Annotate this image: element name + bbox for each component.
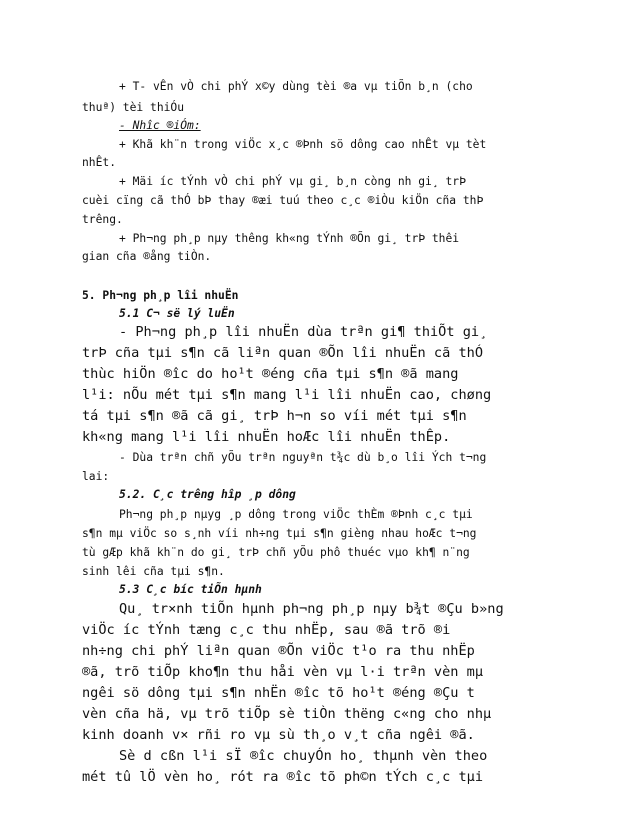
- section-heading: 5. Ph¬ng ph¸p lîi nhuËn: [82, 289, 239, 302]
- text-line: trêng.: [82, 213, 123, 226]
- text-line: ngêi sö dông tµi s¶n nhËn ®îc tõ ho¹t ®éng ®Çu t: [82, 685, 475, 701]
- text-line: l¹i: nÕu mét tµi s¶n mang l¹i lîi nhuËn cao, chøng: [82, 387, 492, 403]
- text-line: s¶n mµ viÖc so s¸nh víi nh÷ng tµi s¶n gièng nhau hoÆc t¬ng: [82, 527, 477, 540]
- text-line: Qu¸ tr×nh tiÕn hµnh ph¬ng ph¸p nµy b¾t ®Çu b»ng: [119, 601, 504, 617]
- text-line: thuª) tèi thiÓu: [82, 101, 185, 114]
- text-line: sinh lêi cña tµi s¶n.: [82, 565, 225, 578]
- text-line: ®ã, trõ tiÕp kho¶n thu håi vèn vµ l·i trªn vèn mµ: [82, 664, 484, 680]
- text-line: nhÊt.: [82, 156, 117, 169]
- text-line: cuèi cïng cã thÓ bÞ thay ®æi tuú theo c¸c ®iÒu kiÖn cña thÞ: [82, 194, 484, 207]
- text-line: vèn cña hä, vµ trõ tiÕp sè tiÒn thëng c«ng cho nhµ: [82, 706, 492, 722]
- subsection-heading: 5.1 C¬ së lý luËn: [119, 307, 235, 320]
- text-line: tù gÆp khã kh¨n do gi¸ trÞ chñ yÕu phô thuéc vµo kh¶ n¨ng: [82, 546, 470, 559]
- text-line: + Ph¬ng ph¸p nµy thêng kh«ng tÝnh ®Õn gi¸ trÞ thêi: [119, 232, 460, 245]
- subsection-heading: 5.2. C¸c trêng hîp ¸p dông: [119, 488, 296, 501]
- text-line: tá tµi s¶n ®ã cã gi¸ trÞ h¬n so víi mét tµi s¶n: [82, 408, 467, 424]
- text-line: kh«ng mang l¹i lîi nhuËn hoÆc lîi nhuËn thÊp.: [82, 429, 451, 445]
- text-line: viÖc íc tÝnh tæng c¸c thu nhËp, sau ®ã trõ ®i: [82, 622, 451, 638]
- subsection-heading: 5.3 C¸c bíc tiÕn hµnh: [119, 583, 262, 596]
- section-label: - Nhîc ®iÓm:: [119, 119, 201, 132]
- text-line: mét tû lÖ vèn ho¸ rót ra ®îc tõ ph©n tÝch c¸c tµi: [82, 769, 484, 785]
- text-line: nh÷ng chi phÝ liªn quan ®Õn viÖc t¹o ra thu nhËp: [82, 643, 475, 659]
- text-line: - Ph¬ng ph¸p lîi nhuËn dùa trªn gi¶ thiÕt gi¸: [119, 324, 488, 340]
- text-line: trÞ cña tµi s¶n cã liªn quan ®Õn lîi nhuËn cã thÓ: [82, 345, 484, 361]
- text-line: + T- vÊn vÒ chi phÝ x©y dùng tèi ®a vµ tiÕn b¸n (cho: [119, 80, 473, 93]
- text-line: - Dùa trªn chñ yÕu trªn nguyªn t¾c dù b¸o lîi Ých t¬ng: [119, 451, 487, 464]
- text-line: Ph¬ng ph¸p nµyg ¸p dông trong viÖc thÈm ®Þnh c¸c tµi: [119, 508, 473, 521]
- text-line: + Mäi íc tÝnh vÒ chi phÝ vµ gi¸ b¸n còng nh gi¸ trÞ: [119, 175, 466, 188]
- text-line: Sè d cßn l¹i sÏ ®îc chuyÓn ho¸ thµnh vèn theo: [119, 748, 488, 764]
- text-line: gian cña ®ång tiÒn.: [82, 250, 212, 263]
- text-line: + Khã kh¨n trong viÖc x¸c ®Þnh sö dông cao nhÊt vµ tèt: [119, 138, 487, 151]
- text-line: lai:: [82, 470, 110, 483]
- text-line: thùc hiÖn ®îc do ho¹t ®éng cña tµi s¶n ®ã mang: [82, 366, 459, 382]
- text-line: kinh doanh v× rñi ro vµ sù th¸o v¸t cña ngêi ®ã.: [82, 727, 475, 743]
